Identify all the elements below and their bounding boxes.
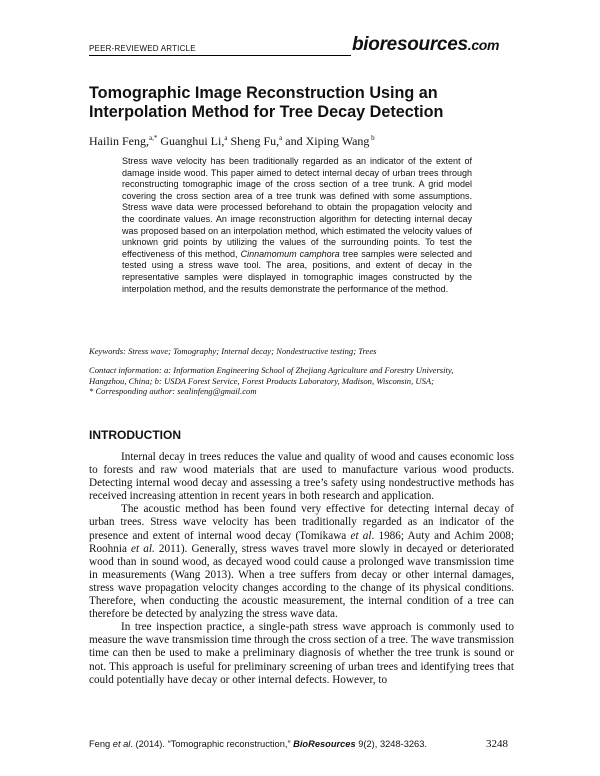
citation-etal: et al. bbox=[131, 542, 155, 555]
keywords: Keywords: Stress wave; Tomography; Internal decay; Nondestructive testing; Trees bbox=[89, 346, 377, 356]
abstract-text: tree samples were selected and tested using a stress wave tool. The area, positions, and extent of decay in the representative samples were displayed in tomographic images constructed by the interpolation method, and the results demonstrate the performance of the method. bbox=[122, 248, 472, 294]
page-number: 3248 bbox=[486, 738, 508, 750]
author-name: Hailin Feng, bbox=[89, 134, 149, 148]
abstract bbox=[122, 156, 472, 295]
abstract-species: Cinnamomum camphora bbox=[240, 248, 340, 259]
paragraph-text: . 1986; Auty and Achim 2008; Roohnia bbox=[89, 529, 514, 555]
paragraph-text: The acoustic method has been found very effective for detecting internal decay of urban trees. Stress wave velocity has been traditionally regarded as an indicator of the presence and extent of internal wood decay (Tomikawa bbox=[89, 503, 514, 542]
citation-volume: 9(2), 3248-3263. bbox=[355, 739, 427, 749]
paragraph: Internal decay in trees reduces the value and quality of wood and causes economic loss to forests and raw wood materials that are used to manufacture various wood products. Detecting internal wood decay and assessing a tree’s safety using nondestructive methods has received increasing attention in recent years in both research and application. bbox=[89, 451, 514, 503]
author-affiliation: b bbox=[369, 134, 375, 142]
author-list bbox=[89, 134, 519, 149]
citation-journal: BioResources bbox=[293, 739, 356, 749]
citation-author: Feng bbox=[89, 739, 113, 749]
article-title: Tomographic Image Reconstruction Using an Interpolation Method for Tree Decay Detection bbox=[89, 84, 444, 121]
author-name: Guanghui Li, bbox=[157, 134, 225, 148]
paragraph: In tree inspection practice, a single-path stress wave approach is commonly used to measure the wave transmission time through the cross section of a tree. The wave transmission time can then be used to make a preliminary diagnosis of whether the tree trunk is sound or not. This approach is useful for preliminary screening of urban trees and identifying trees that could potentially have decay or other internal defects. However, to bbox=[89, 621, 514, 686]
journal-brand bbox=[352, 34, 499, 56]
introduction-body bbox=[89, 451, 514, 687]
author-name: and Xiping Wang bbox=[282, 134, 370, 148]
contact-line: Contact information: a: Information Engineering School of Zhejiang Agriculture and Forestry University, bbox=[89, 365, 454, 375]
citation-title: . (2014). “Tomographic reconstruction,” bbox=[130, 739, 294, 749]
contact-line: Hangzhou, China; b: USDA Forest Service, Forest Products Laboratory, Madison, Wisconsin, USA; bbox=[89, 375, 434, 386]
author-affiliation: a,* bbox=[149, 134, 158, 142]
paragraph-text: 2011). Generally, stress waves travel more slowly in decayed or deteriorated wood than in sound wood, as decayed wood could cause a prolonged wave transmission time in measurements (Wang 2013). When a tree suffers from decay or other internal damages, stress wave propagation velocity changes according to the change of its physical conditions. Therefore, when conducting the acoustic measurement, the internal condition of a tree can therefore be detected by analyzing the stress wave data. bbox=[89, 542, 514, 621]
section-heading-introduction: INTRODUCTION bbox=[89, 428, 181, 442]
brand-main: bioresources bbox=[352, 34, 468, 55]
citation-etal: et al bbox=[112, 739, 131, 749]
author-affiliation: a bbox=[224, 134, 228, 142]
corresponding-author: * Corresponding author: sealinfeng@gmail.com bbox=[89, 386, 257, 397]
author-name: Sheng Fu, bbox=[227, 134, 280, 148]
contact-information bbox=[89, 365, 529, 397]
citation-etal: et al bbox=[350, 529, 372, 542]
article-type-label: PEER-REVIEWED ARTICLE bbox=[89, 44, 196, 53]
footer-citation bbox=[89, 739, 427, 749]
author-affiliation: a bbox=[279, 134, 283, 142]
paragraph bbox=[89, 503, 514, 621]
abstract-text: Stress wave velocity has been traditionally regarded as an indicator of the extent of damage inside wood. This paper aimed to detect internal decay of urban trees through reconstructing tomographic image of the cross section of a tree trunk. A grid model covering the cross section area of a tree trunk was defined with some assumptions. Stress wave data were processed beforehand to obtain the propagation velocity and the coordinate values. An image reconstruction algorithm for detecting internal decay was proposed based on an interpolation method, which estimated the velocity values of unknown grid points by utilizing the values of the surrounding points. To test the effectiveness of this method, bbox=[122, 156, 472, 259]
brand-suffix: .com bbox=[467, 37, 500, 53]
header-rule bbox=[89, 55, 351, 56]
